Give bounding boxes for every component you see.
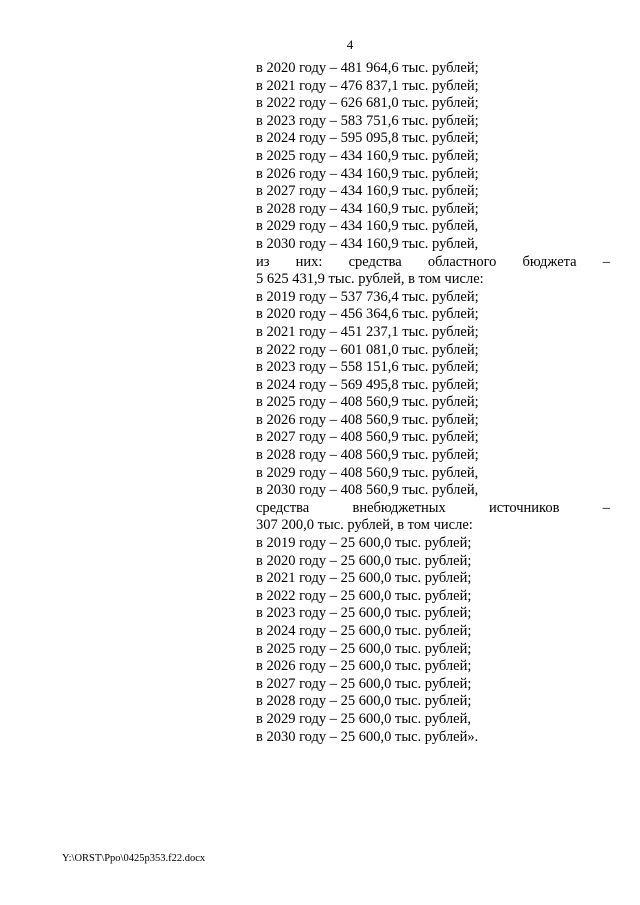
budget-line: в 2019 году – 25 600,0 тыс. рублей;	[256, 535, 472, 552]
heading-word: средства	[348, 253, 402, 270]
heading-word: них:	[295, 253, 323, 270]
budget-line: в 2030 году – 25 600,0 тыс. рублей».	[256, 728, 479, 745]
budget-line: в 2027 году – 434 160,9 тыс. рублей;	[256, 183, 479, 200]
budget-line: в 2027 году – 25 600,0 тыс. рублей;	[256, 675, 472, 692]
budget-line: в 2029 году – 408 560,9 тыс. рублей,	[256, 464, 479, 481]
budget-line: в 2028 году – 25 600,0 тыс. рублей;	[256, 693, 472, 710]
heading-word: источников	[489, 499, 560, 516]
budget-line: в 2025 году – 25 600,0 тыс. рублей;	[256, 640, 472, 657]
heading-word: из	[256, 253, 270, 270]
heading-word: бюджета	[522, 253, 577, 270]
budget-line: в 2024 году – 569 495,8 тыс. рублей;	[256, 376, 479, 393]
extrabudget-total: 307 200,0 тыс. рублей, в том числе:	[256, 517, 473, 534]
budget-line: в 2026 году – 25 600,0 тыс. рублей;	[256, 658, 472, 675]
budget-line: в 2021 году – 451 237,1 тыс. рублей;	[256, 323, 479, 340]
budget-line: в 2019 году – 537 736,4 тыс. рублей;	[256, 288, 479, 305]
budget-lines-block-total	[256, 60, 610, 254]
budget-line: в 2029 году – 434 160,9 тыс. рублей,	[256, 218, 479, 235]
budget-line: в 2025 году – 408 560,9 тыс. рублей;	[256, 394, 479, 411]
heading-word: внебюджетных	[352, 499, 446, 516]
document-body	[256, 60, 610, 746]
budget-lines-block-extrabudget	[256, 535, 610, 746]
budget-line: в 2025 году – 434 160,9 тыс. рублей;	[256, 147, 479, 164]
budget-line: в 2022 году – 601 081,0 тыс. рублей;	[256, 341, 479, 358]
heading-word: –	[602, 253, 610, 270]
budget-line: в 2023 году – 558 151,6 тыс. рублей;	[256, 359, 479, 376]
budget-line: в 2030 году – 408 560,9 тыс. рублей,	[256, 482, 479, 499]
heading-word: –	[602, 499, 610, 516]
budget-line: в 2026 году – 434 160,9 тыс. рублей;	[256, 165, 479, 182]
budget-line: в 2028 году – 408 560,9 тыс. рублей;	[256, 447, 479, 464]
budget-line: в 2022 году – 25 600,0 тыс. рублей;	[256, 587, 472, 604]
budget-line: в 2023 году – 25 600,0 тыс. рублей;	[256, 605, 472, 622]
budget-line: в 2023 году – 583 751,6 тыс. рублей;	[256, 112, 479, 129]
budget-line: в 2021 году – 476 837,1 тыс. рублей;	[256, 77, 479, 94]
budget-line: в 2027 году – 408 560,9 тыс. рублей;	[256, 429, 479, 446]
budget-lines-block-oblast	[256, 289, 610, 500]
heading-word: областного	[427, 253, 497, 270]
budget-line: в 2030 году – 434 160,9 тыс. рублей,	[256, 235, 479, 252]
budget-line: в 2020 году – 481 964,6 тыс. рублей;	[256, 60, 479, 76]
budget-line: в 2029 году – 25 600,0 тыс. рублей,	[256, 710, 471, 727]
extrabudget-heading	[256, 500, 610, 518]
budget-line: в 2021 году – 25 600,0 тыс. рублей;	[256, 570, 472, 587]
budget-line: в 2024 году – 595 095,8 тыс. рублей;	[256, 130, 479, 147]
budget-line: в 2020 году – 25 600,0 тыс. рублей;	[256, 552, 472, 569]
oblast-budget-total: 5 625 431,9 тыс. рублей, в том числе:	[256, 271, 484, 288]
oblast-budget-heading	[256, 254, 610, 272]
heading-word: средства	[256, 499, 310, 516]
budget-line: в 2024 году – 25 600,0 тыс. рублей;	[256, 623, 472, 639]
budget-line: в 2020 году – 456 364,6 тыс. рублей;	[256, 306, 479, 323]
page-number: 4	[346, 37, 354, 52]
budget-line: в 2026 году – 408 560,9 тыс. рублей;	[256, 411, 479, 428]
file-path-footer: Y:\ORST\Ppo\0425p353.f22.docx	[62, 853, 206, 864]
budget-line: в 2022 году – 626 681,0 тыс. рублей;	[256, 95, 479, 112]
budget-line: в 2028 году – 434 160,9 тыс. рублей;	[256, 200, 479, 217]
